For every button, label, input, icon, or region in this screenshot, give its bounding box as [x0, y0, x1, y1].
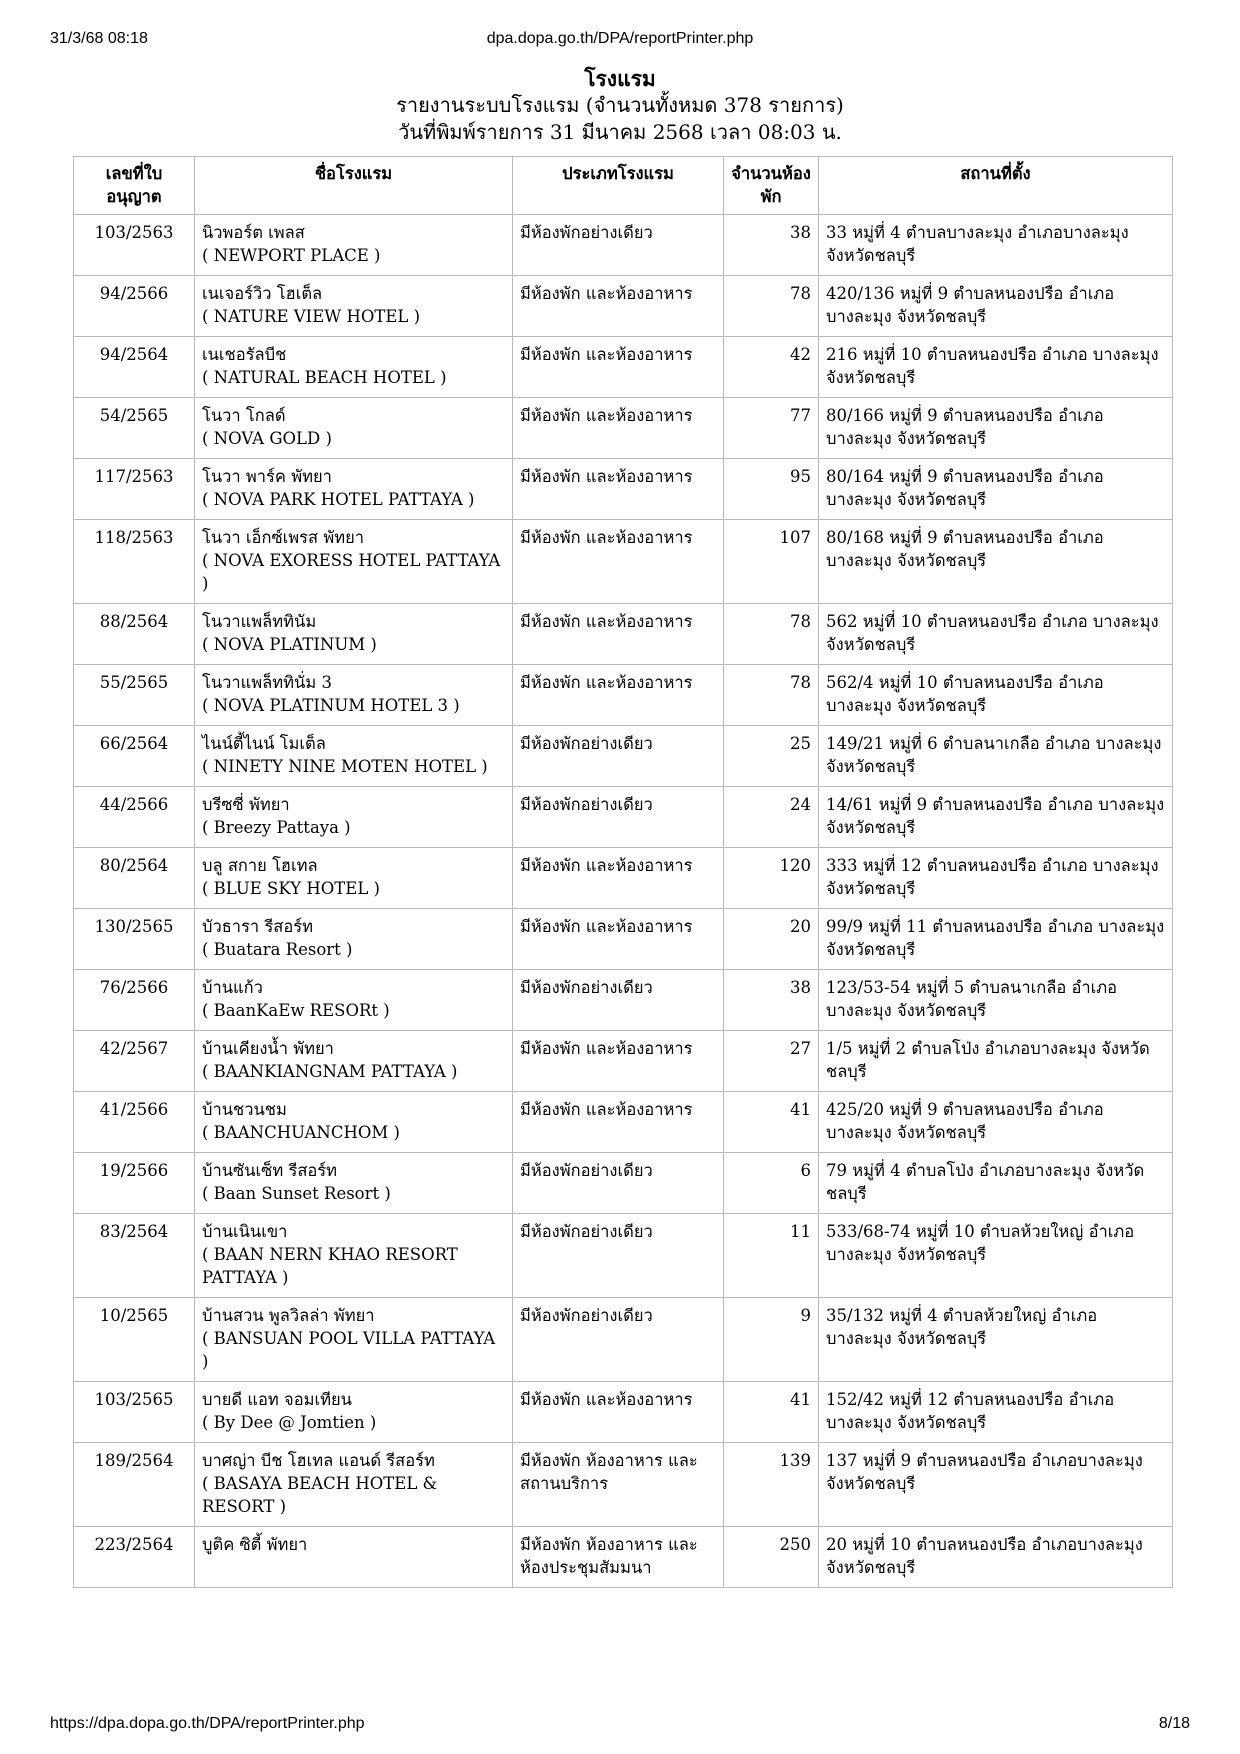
table-row: [74, 1031, 1173, 1092]
hotel-name-en: ( BAANKIANGNAM PATTAYA ): [202, 1062, 458, 1081]
hotel-name-cell: [195, 1214, 513, 1298]
hotel-name-en: ( NINETY NINE MOTEN HOTEL ): [202, 757, 488, 776]
hotel-name-th: ไนน์ตี้ไนน์ โมเต็ล: [202, 734, 326, 753]
hotel-name-en: ( BAANCHUANCHOM ): [202, 1123, 400, 1142]
hotel-name-en: ( Baan Sunset Resort ): [202, 1184, 391, 1203]
hotel-location: 137 หมู่ที่ 9 ตำบลหนองปรือ อำเภอบางละมุง จังหวัดชลบุรี: [819, 1443, 1173, 1527]
hotel-name-cell: [195, 848, 513, 909]
hotel-location: 562/4 หมู่ที่ 10 ตำบลหนองปรือ อำเภอ บางละมุง จังหวัดชลบุรี: [819, 665, 1173, 726]
hotel-location: 425/20 หมู่ที่ 9 ตำบลหนองปรือ อำเภอ บางละมุง จังหวัดชลบุรี: [819, 1092, 1173, 1153]
table-row: [74, 665, 1173, 726]
room-count: 78: [724, 276, 819, 337]
hotel-type: มีห้องพัก และห้องอาหาร: [513, 459, 724, 520]
footer-url: https://dpa.dopa.go.th/DPA/reportPrinter.php: [50, 1715, 365, 1732]
hotel-name-en: ( By Dee @ Jomtien ): [202, 1413, 377, 1432]
room-count: 78: [724, 665, 819, 726]
table-row: [74, 1527, 1173, 1588]
license-number: 103/2563: [74, 215, 195, 276]
hotel-name-cell: [195, 1153, 513, 1214]
hotel-name-cell: [195, 459, 513, 520]
hotel-type: มีห้องพักอย่างเดียว: [513, 726, 724, 787]
hotel-name-cell: [195, 726, 513, 787]
table-row: [74, 1153, 1173, 1214]
hotel-name-th: บ้านเคียงน้ำ พัทยา: [202, 1039, 334, 1058]
hotel-name-th: บ้านเนินเขา: [202, 1222, 288, 1241]
hotel-name-th: บรีซซี่ พัทยา: [202, 795, 290, 814]
table-row: [74, 909, 1173, 970]
room-count: 20: [724, 909, 819, 970]
print-datetime: 31/3/68 08:18: [50, 30, 148, 47]
room-count: 9: [724, 1298, 819, 1382]
hotel-name-th: โนวา โกลด์: [202, 406, 286, 425]
hotel-location: 20 หมู่ที่ 10 ตำบลหนองปรือ อำเภอบางละมุง จังหวัดชลบุรี: [819, 1527, 1173, 1588]
table-row: [74, 1298, 1173, 1382]
hotel-name-cell: [195, 1298, 513, 1382]
hotel-location: 80/164 หมู่ที่ 9 ตำบลหนองปรือ อำเภอ บางละมุง จังหวัดชลบุรี: [819, 459, 1173, 520]
hotel-type: มีห้องพักอย่างเดียว: [513, 215, 724, 276]
hotel-type: มีห้องพัก และห้องอาหาร: [513, 520, 724, 604]
license-number: 130/2565: [74, 909, 195, 970]
table-row: [74, 520, 1173, 604]
hotel-name-th: บาศญ่า บีช โฮเทล แอนด์ รีสอร์ท: [202, 1451, 435, 1470]
hotel-type: มีห้องพัก และห้องอาหาร: [513, 1382, 724, 1443]
license-number: 66/2564: [74, 726, 195, 787]
hotel-name-cell: [195, 520, 513, 604]
hotel-location: 35/132 หมู่ที่ 4 ตำบลห้วยใหญ่ อำเภอ บางละมุง จังหวัดชลบุรี: [819, 1298, 1173, 1382]
hotel-name-en: ( BaanKaEw RESORt ): [202, 1001, 390, 1020]
room-count: 250: [724, 1527, 819, 1588]
hotel-location: 216 หมู่ที่ 10 ตำบลหนองปรือ อำเภอ บางละมุง จังหวัดชลบุรี: [819, 337, 1173, 398]
table-row: [74, 1214, 1173, 1298]
hotel-name-th: โนวา เอ็กซ์เพรส พัทยา: [202, 528, 365, 547]
hotel-name-th: โนวาแพล็ททินัม: [202, 612, 317, 631]
print-footer: [50, 1715, 1190, 1739]
table-row: [74, 1443, 1173, 1527]
license-number: 189/2564: [74, 1443, 195, 1527]
hotel-name-cell: [195, 665, 513, 726]
license-number: 10/2565: [74, 1298, 195, 1382]
header-name: ชื่อโรงแรม: [195, 157, 513, 215]
hotel-location: 33 หมู่ที่ 4 ตำบลบางละมุง อำเภอบางละมุง จังหวัดชลบุรี: [819, 215, 1173, 276]
hotel-name-th: บลู สกาย โฮเทล: [202, 856, 318, 875]
hotel-location: 80/166 หมู่ที่ 9 ตำบลหนองปรือ อำเภอ บางละมุง จังหวัดชลบุรี: [819, 398, 1173, 459]
page-number: 8/18: [1158, 1715, 1190, 1732]
hotel-name-th: บ้านชวนชม: [202, 1100, 287, 1119]
hotel-type: มีห้องพัก และห้องอาหาร: [513, 848, 724, 909]
hotel-name-cell: [195, 970, 513, 1031]
hotel-location: 333 หมู่ที่ 12 ตำบลหนองปรือ อำเภอ บางละมุง จังหวัดชลบุรี: [819, 848, 1173, 909]
hotel-name-cell: [195, 1092, 513, 1153]
hotel-location: 99/9 หมู่ที่ 11 ตำบลหนองปรือ อำเภอ บางละมุง จังหวัดชลบุรี: [819, 909, 1173, 970]
license-number: 19/2566: [74, 1153, 195, 1214]
hotel-location: 1/5 หมู่ที่ 2 ตำบลโป่ง อำเภอบางละมุง จังหวัดชลบุรี: [819, 1031, 1173, 1092]
license-number: 103/2565: [74, 1382, 195, 1443]
table-row: [74, 970, 1173, 1031]
hotel-name-cell: [195, 337, 513, 398]
hotel-name-cell: [195, 398, 513, 459]
hotel-name-cell: [195, 276, 513, 337]
hotel-name-en: ( NATURE VIEW HOTEL ): [202, 307, 421, 326]
hotel-type: มีห้องพัก และห้องอาหาร: [513, 665, 724, 726]
hotel-name-cell: [195, 215, 513, 276]
hotel-name-cell: [195, 1527, 513, 1588]
header-license: เลขที่ใบอนุญาต: [74, 157, 195, 215]
license-number: 83/2564: [74, 1214, 195, 1298]
table-row: [74, 398, 1173, 459]
hotel-name-th: บัวธารา รีสอร์ท: [202, 917, 314, 936]
hotel-name-en: ( NEWPORT PLACE ): [202, 246, 381, 265]
room-count: 95: [724, 459, 819, 520]
report-titles: [0, 66, 1240, 146]
table-row: [74, 337, 1173, 398]
hotel-type: มีห้องพัก ห้องอาหาร และ สถานบริการ: [513, 1443, 724, 1527]
hotel-name-cell: [195, 1031, 513, 1092]
hotel-location: 420/136 หมู่ที่ 9 ตำบลหนองปรือ อำเภอ บางละมุง จังหวัดชลบุรี: [819, 276, 1173, 337]
table-row: [74, 276, 1173, 337]
hotel-name-en: ( Breezy Pattaya ): [202, 818, 351, 837]
hotel-name-cell: [195, 604, 513, 665]
hotel-name-en: ( BLUE SKY HOTEL ): [202, 879, 380, 898]
hotel-location: 152/42 หมู่ที่ 12 ตำบลหนองปรือ อำเภอ บางละมุง จังหวัดชลบุรี: [819, 1382, 1173, 1443]
header-rooms: จำนวนห้องพัก: [724, 157, 819, 215]
hotel-name-th: นิวพอร์ต เพลส: [202, 223, 305, 242]
print-url: dpa.dopa.go.th/DPA/reportPrinter.php: [486, 30, 754, 47]
table-row: [74, 1092, 1173, 1153]
room-count: 139: [724, 1443, 819, 1527]
hotel-location: 533/68-74 หมู่ที่ 10 ตำบลห้วยใหญ่ อำเภอ บางละมุง จังหวัดชลบุรี: [819, 1214, 1173, 1298]
hotel-name-th: บายดี แอท จอมเทียน: [202, 1390, 352, 1409]
room-count: 25: [724, 726, 819, 787]
room-count: 6: [724, 1153, 819, 1214]
hotel-name-en: ( BANSUAN POOL VILLA PATTAYA ): [202, 1329, 496, 1371]
hotel-type: มีห้องพักอย่างเดียว: [513, 970, 724, 1031]
hotel-type: มีห้องพัก และห้องอาหาร: [513, 398, 724, 459]
room-count: 24: [724, 787, 819, 848]
hotel-name-en: ( NOVA PLATINUM ): [202, 635, 377, 654]
license-number: 223/2564: [74, 1527, 195, 1588]
hotel-name-th: บ้านซันเซ็ท รีสอร์ท: [202, 1161, 338, 1180]
hotel-name-en: ( Buatara Resort ): [202, 940, 353, 959]
license-number: 41/2566: [74, 1092, 195, 1153]
hotel-name-th: โนวา พาร์ค พัทยา: [202, 467, 332, 486]
room-count: 120: [724, 848, 819, 909]
license-number: 42/2567: [74, 1031, 195, 1092]
hotel-name-cell: [195, 1382, 513, 1443]
room-count: 42: [724, 337, 819, 398]
hotel-location: 123/53-54 หมู่ที่ 5 ตำบลนาเกลือ อำเภอ บางละมุง จังหวัดชลบุรี: [819, 970, 1173, 1031]
room-count: 78: [724, 604, 819, 665]
table-row: [74, 1382, 1173, 1443]
header-location: สถานที่ตั้ง: [819, 157, 1173, 215]
license-number: 44/2566: [74, 787, 195, 848]
hotel-type: มีห้องพัก และห้องอาหาร: [513, 1092, 724, 1153]
table-row: [74, 215, 1173, 276]
hotel-name-cell: [195, 787, 513, 848]
hotel-location: 562 หมู่ที่ 10 ตำบลหนองปรือ อำเภอ บางละมุง จังหวัดชลบุรี: [819, 604, 1173, 665]
room-count: 38: [724, 215, 819, 276]
hotel-table: [73, 156, 1173, 1588]
table-row: [74, 459, 1173, 520]
table-row: [74, 787, 1173, 848]
hotel-type: มีห้องพักอย่างเดียว: [513, 1214, 724, 1298]
hotel-location: 79 หมู่ที่ 4 ตำบลโป่ง อำเภอบางละมุง จังหวัด ชลบุรี: [819, 1153, 1173, 1214]
license-number: 76/2566: [74, 970, 195, 1031]
room-count: 38: [724, 970, 819, 1031]
report-print-date: วันที่พิมพ์รายการ 31 มีนาคม 2568 เวลา 08:03 น.: [398, 120, 842, 144]
hotel-name-en: ( BAAN NERN KHAO RESORT PATTAYA ): [202, 1245, 458, 1287]
license-number: 88/2564: [74, 604, 195, 665]
hotel-name-en: ( NOVA GOLD ): [202, 429, 332, 448]
header-type: ประเภทโรงแรม: [513, 157, 724, 215]
license-number: 94/2566: [74, 276, 195, 337]
hotel-type: มีห้องพักอย่างเดียว: [513, 787, 724, 848]
hotel-name-th: บ้านสวน พูลวิลล่า พัทยา: [202, 1306, 375, 1325]
room-count: 41: [724, 1092, 819, 1153]
hotel-name-th: บ้านแก้ว: [202, 978, 263, 997]
hotel-name-th: เนเจอร์วิว โฮเต็ล: [202, 284, 323, 303]
hotel-type: มีห้องพักอย่างเดียว: [513, 1153, 724, 1214]
hotel-name-en: ( NOVA PLATINUM HOTEL 3 ): [202, 696, 460, 715]
hotel-location: 14/61 หมู่ที่ 9 ตำบลหนองปรือ อำเภอ บางละมุง จังหวัดชลบุรี: [819, 787, 1173, 848]
license-number: 117/2563: [74, 459, 195, 520]
report-title: โรงแรม: [584, 66, 656, 91]
hotel-type: มีห้องพักอย่างเดียว: [513, 1298, 724, 1382]
hotel-name-en: ( BASAYA BEACH HOTEL & RESORT ): [202, 1474, 438, 1516]
room-count: 107: [724, 520, 819, 604]
hotel-name-th: บูติค ซิตี้ พัทยา: [202, 1535, 308, 1554]
hotel-name-en: ( NOVA PARK HOTEL PATTAYA ): [202, 490, 475, 509]
report-subtitle: รายงานระบบโรงแรม (จำนวนทั้งหมด 378 รายการ): [396, 93, 844, 117]
hotel-location: 149/21 หมู่ที่ 6 ตำบลนาเกลือ อำเภอ บางละมุง จังหวัดชลบุรี: [819, 726, 1173, 787]
hotel-type: มีห้องพัก และห้องอาหาร: [513, 909, 724, 970]
print-header: [50, 30, 1190, 54]
license-number: 94/2564: [74, 337, 195, 398]
license-number: 118/2563: [74, 520, 195, 604]
license-number: 55/2565: [74, 665, 195, 726]
hotel-name-cell: [195, 1443, 513, 1527]
hotel-name-th: เนเชอรัลบีช: [202, 345, 287, 364]
table-row: [74, 604, 1173, 665]
hotel-name-en: ( NOVA EXORESS HOTEL PATTAYA ): [202, 551, 501, 593]
room-count: 41: [724, 1382, 819, 1443]
hotel-type: มีห้องพัก และห้องอาหาร: [513, 604, 724, 665]
table-row: [74, 726, 1173, 787]
hotel-type: มีห้องพัก ห้องอาหาร และ ห้องประชุมสัมมนา: [513, 1527, 724, 1588]
hotel-name-th: โนวาแพล็ททินั่ม 3: [202, 673, 332, 692]
room-count: 27: [724, 1031, 819, 1092]
hotel-type: มีห้องพัก และห้องอาหาร: [513, 337, 724, 398]
table-body: [74, 215, 1173, 1588]
room-count: 11: [724, 1214, 819, 1298]
room-count: 77: [724, 398, 819, 459]
hotel-name-cell: [195, 909, 513, 970]
license-number: 54/2565: [74, 398, 195, 459]
hotel-type: มีห้องพัก และห้องอาหาร: [513, 276, 724, 337]
table-row: [74, 848, 1173, 909]
hotel-type: มีห้องพัก และห้องอาหาร: [513, 1031, 724, 1092]
hotel-name-en: ( NATURAL BEACH HOTEL ): [202, 368, 447, 387]
hotel-location: 80/168 หมู่ที่ 9 ตำบลหนองปรือ อำเภอ บางละมุง จังหวัดชลบุรี: [819, 520, 1173, 604]
table-header-row: [74, 157, 1173, 215]
license-number: 80/2564: [74, 848, 195, 909]
